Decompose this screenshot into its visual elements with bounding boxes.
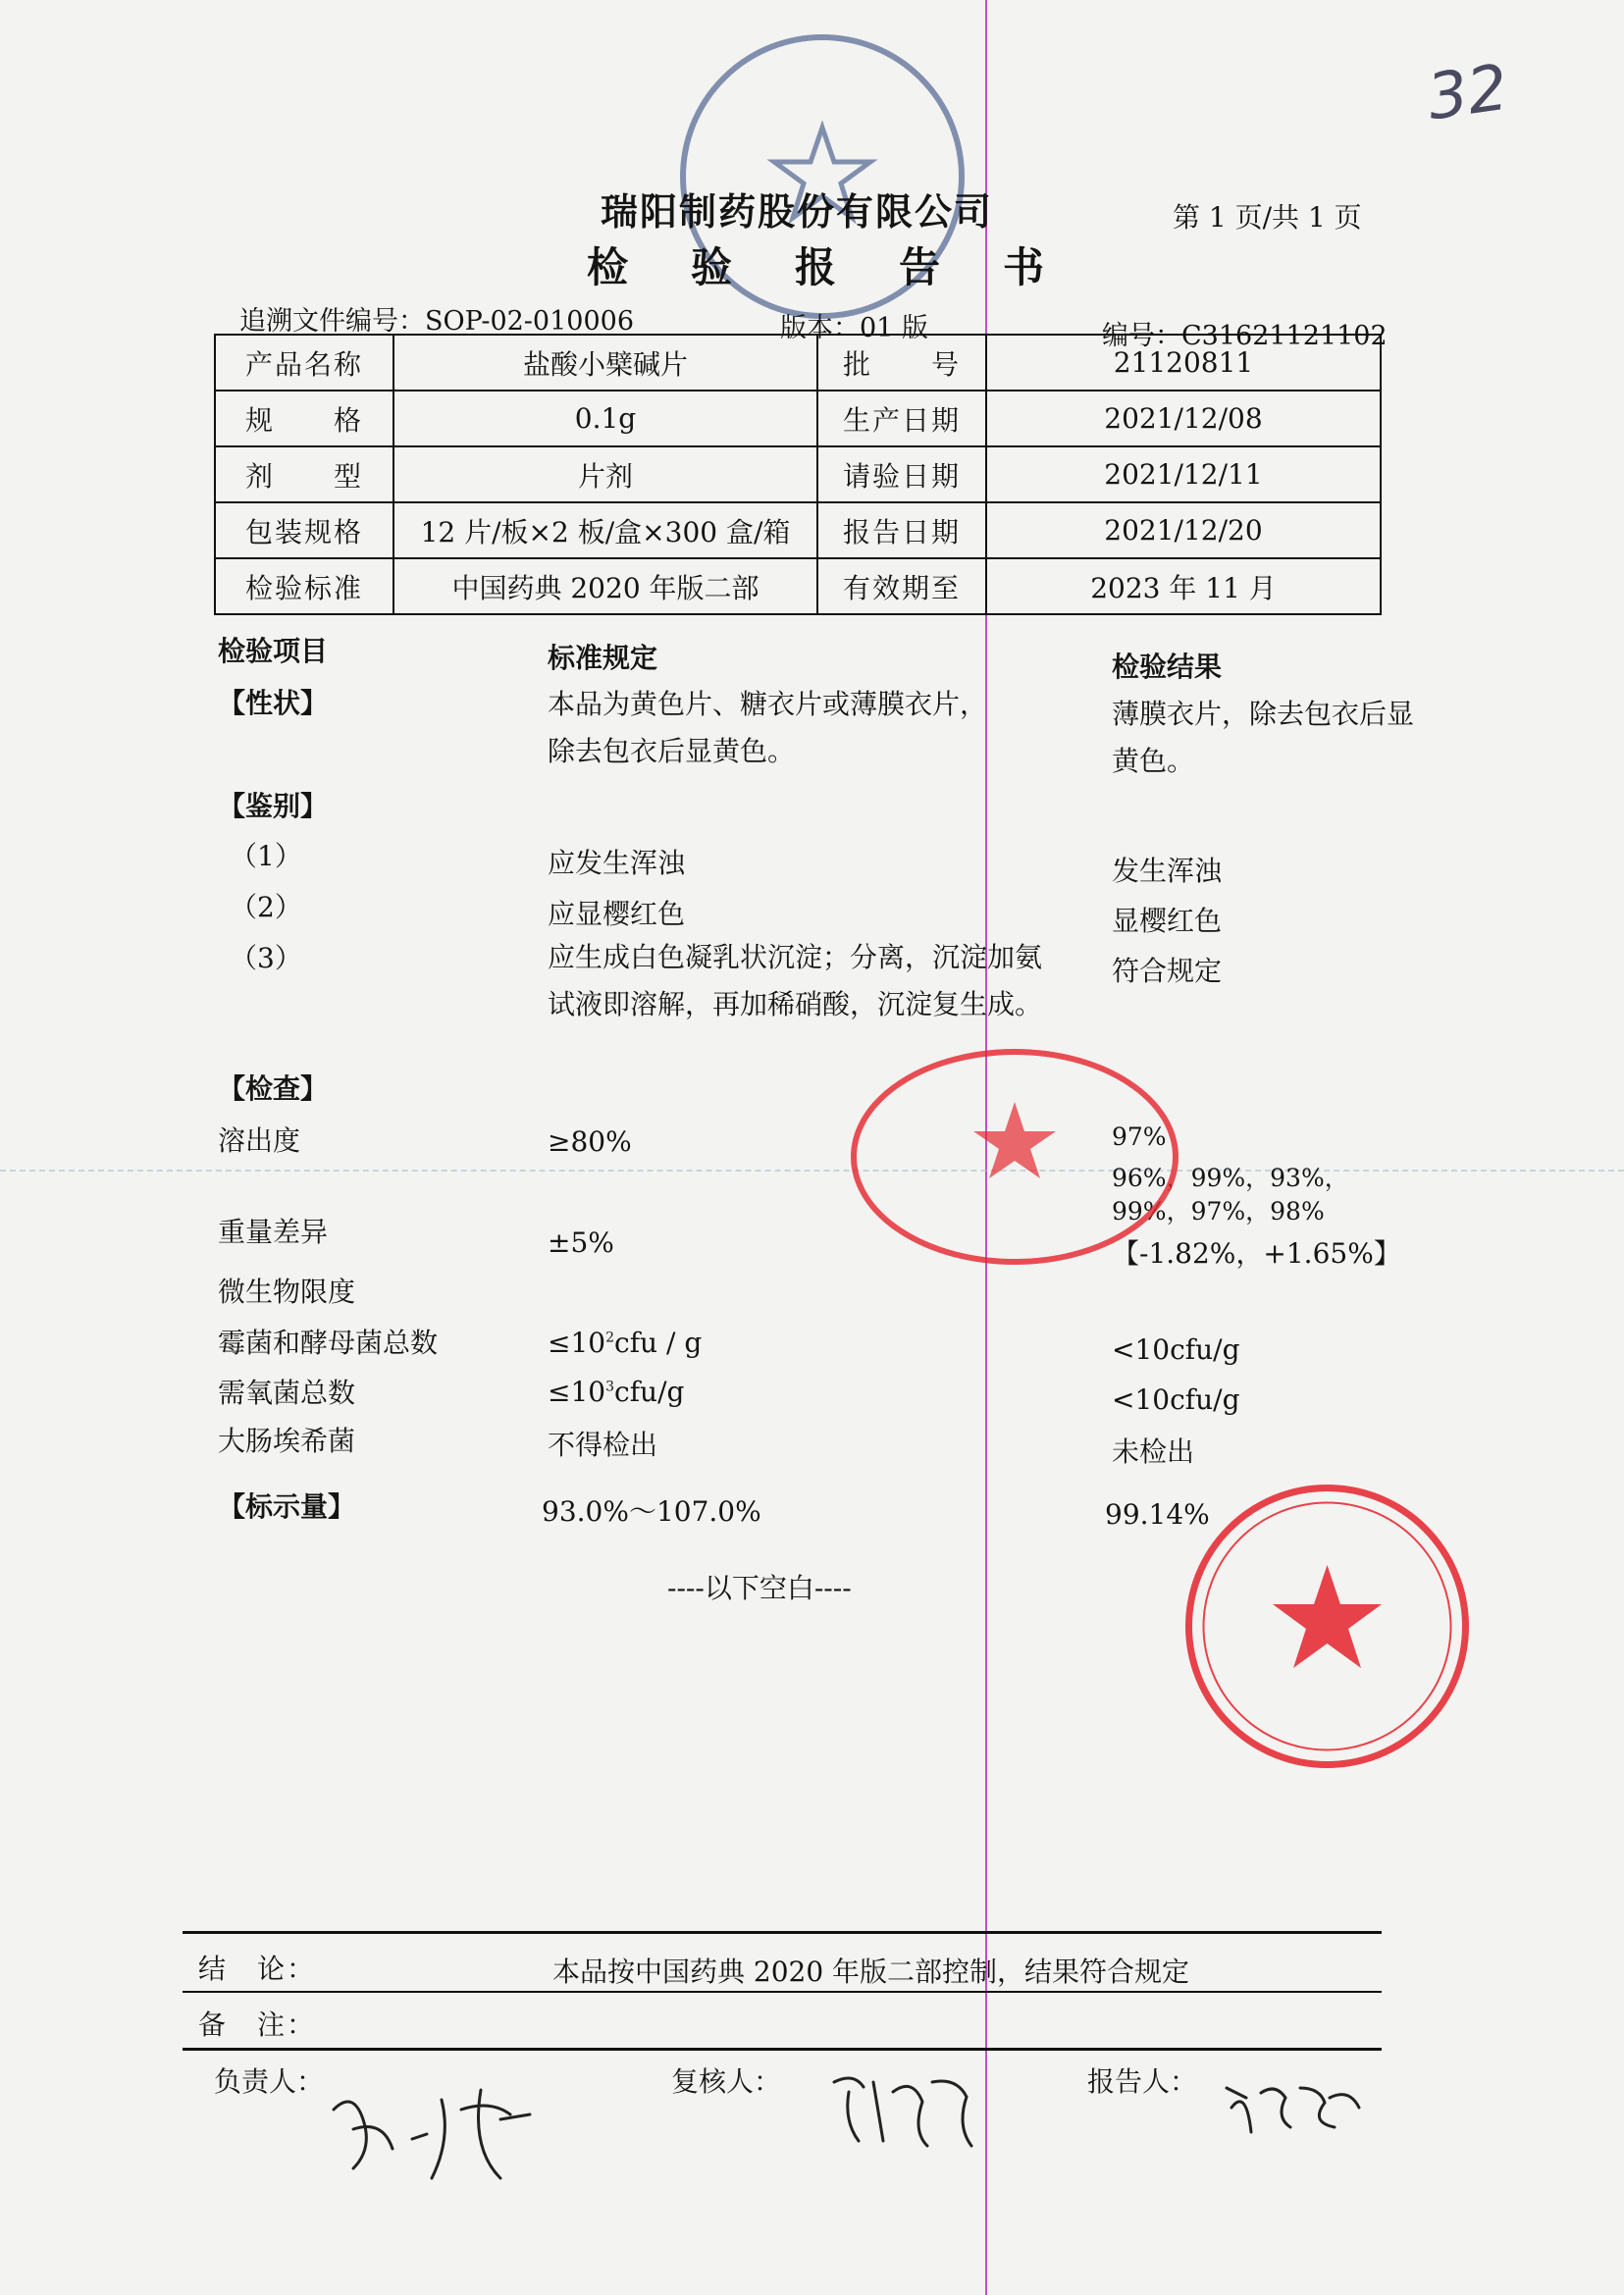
mold-yeast-standard: $\le 10^2cfu / g$ [548,1327,703,1359]
reporter-label: 报告人： [1087,2065,1198,2098]
mold-yeast-item: 霉菌和酵母菌总数 [218,1327,439,1359]
info-label: 生产日期 [817,391,986,446]
identification-standard: 应显樱红色 [548,898,686,930]
identification-standard: 应生成白色凝乳状沉淀；分离，沉淀加氨试液即溶解，再加稀硝酸，沉淀复生成。 [548,941,1043,1020]
info-label: 请验日期 [817,446,986,502]
dissolution-standard: ≥80% [548,1125,632,1158]
remarks-label: 备 注： [198,2008,317,2041]
info-label: 报告日期 [817,502,986,558]
weight-variation-standard: ±5% [548,1226,614,1259]
identification-item: （3） [230,942,302,974]
handwritten-page-mark: 32 [1423,51,1513,135]
identification-standard: 应发生浑浊 [548,847,686,879]
divider [183,2048,1382,2051]
ecoli-item: 大肠埃希菌 [218,1425,356,1457]
info-label: 批 号 [817,335,986,391]
weight-variation-item: 重量差异 [218,1216,329,1248]
section-inspection: 【检查】 [218,1072,329,1105]
trace-doc-number: 追溯文件编号：SOP-02-010006 [239,306,634,337]
info-value: 12 片/板×2 板/盒×300 盒/箱 [393,502,817,558]
section-assay: 【标示量】 [218,1490,356,1523]
info-label: 剂 型 [215,446,393,502]
report-number: 编号：C31621121102 [1102,321,1388,351]
info-value: 2021/12/08 [986,391,1381,446]
reporter-signature [1217,2068,1364,2147]
assay-result: 99.14% [1105,1498,1210,1531]
divider [183,1931,1382,1934]
conclusion-text: 本品按中国药典 2020 年版二部控制，结果符合规定 [552,1956,1190,1988]
blank-below-note: ----以下空白---- [667,1572,852,1604]
table-row [215,446,1381,502]
identification-item: （1） [230,840,302,872]
info-value: 2021/12/11 [986,446,1381,502]
info-value: 2023 年 11 月 [986,558,1381,614]
conclusion-label: 结 论： [198,1953,317,1985]
aerobic-count-result: <10cfu/g [1112,1383,1240,1416]
dissolution-result: 99%，97%，98% [1112,1197,1325,1226]
dissolution-result: 96%，99%，93%， [1112,1164,1349,1192]
product-info-table [214,334,1382,615]
version: 版本：01 版 [780,313,928,343]
assay-standard: 93.0%～107.0% [542,1495,761,1528]
column-header-item: 检验项目 [218,635,329,667]
info-label: 包装规格 [215,502,393,558]
company-name: 瑞阳制药股份有限公司 [601,189,994,234]
info-label: 规 格 [215,391,393,446]
reviewer-signature [824,2062,981,2161]
column-header-standard: 标准规定 [548,642,658,674]
info-value: 21120811 [986,335,1381,391]
scan-artifact-line [0,1170,1624,1172]
appearance-result: 薄膜衣片，除去包衣后显黄色。 [1112,698,1415,777]
table-row [215,502,1381,558]
dissolution-result: 97% [1112,1122,1167,1151]
info-label: 有效期至 [817,558,986,614]
info-value: 2021/12/20 [986,502,1381,558]
info-value: 盐酸小檗碱片 [393,335,817,391]
responsible-signature [324,2070,559,2188]
table-row [215,558,1381,614]
ecoli-result: 未检出 [1112,1435,1195,1468]
table-row [215,391,1381,446]
divider [183,1991,1382,1993]
weight-variation-result: 【-1.82%，+1.65%】 [1112,1237,1401,1270]
info-label: 产品名称 [215,335,393,391]
dissolution-item: 溶出度 [218,1124,301,1157]
identification-result: 发生浑浊 [1112,855,1223,887]
info-value: 中国药典 2020 年版二部 [393,558,817,614]
ecoli-standard: 不得检出 [548,1429,658,1461]
section-identification: 【鉴别】 [218,790,329,822]
microbial-limit-item: 微生物限度 [218,1276,356,1308]
responsible-label: 负责人： [214,2065,325,2098]
info-value: 0.1g [393,391,817,446]
table-row [215,335,1381,391]
info-value: 片剂 [393,446,817,502]
hospital-quality-seal-red [850,1048,1179,1266]
aerobic-count-item: 需氧菌总数 [218,1377,356,1409]
page-info: 第 1 页/共 1 页 [1173,201,1362,234]
section-appearance: 【性状】 [218,687,329,719]
mold-yeast-result: <10cfu/g [1112,1333,1240,1366]
reviewer-label: 复核人： [671,2065,782,2098]
column-header-result: 检验结果 [1112,651,1223,683]
identification-result: 显樱红色 [1112,905,1223,937]
identification-result: 符合规定 [1112,955,1223,987]
document-title: 检验报告书 [587,243,1108,291]
company-inspection-seal-red [1182,1482,1472,1771]
appearance-standard: 本品为黄色片、糖衣片或薄膜衣片，除去包衣后显黄色。 [548,688,988,767]
aerobic-count-standard: $\le 10^3cfu/g$ [548,1376,685,1408]
identification-item: （2） [230,891,302,923]
info-label: 检验标准 [215,558,393,614]
